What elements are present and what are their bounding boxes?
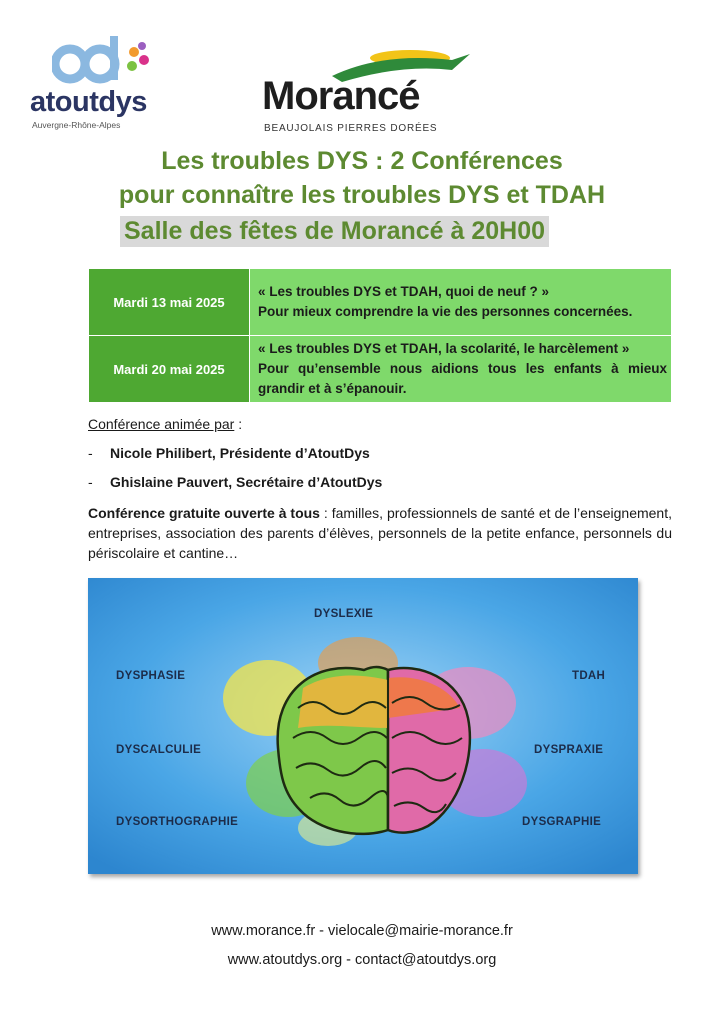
- title-line-1: Les troubles DYS : 2 Conférences: [161, 147, 563, 175]
- schedule-date: Mardi 20 mai 2025: [89, 336, 250, 403]
- label-dysorthographie: DYSORTHOGRAPHIE: [116, 816, 239, 828]
- label-tdah: TDAH: [572, 670, 606, 682]
- speakers-intro-label: Conférence animée par: [88, 416, 235, 432]
- schedule-table: [88, 268, 672, 403]
- schedule-talk-text: Pour qu’ensemble nous aidions tous les enfants à mieux grandir et à s’épanouir.: [258, 361, 667, 396]
- speaker-name: Ghislaine Pauvert, Secrétaire d’AtoutDys: [110, 474, 383, 490]
- venue-title-wrap: [120, 216, 549, 247]
- illustration-canvas: [88, 578, 638, 874]
- morance-wordmark: Morancé: [262, 74, 420, 118]
- schedule-description: [250, 336, 672, 403]
- atoutdys-mark-icon: [52, 34, 152, 84]
- atoutdys-wordmark: atoutdys: [30, 86, 147, 118]
- dys-illustration: [88, 578, 638, 874]
- schedule-row: [89, 269, 672, 336]
- schedule-description: [250, 269, 672, 336]
- brain-icon: [278, 667, 470, 834]
- schedule-talk-title: « Les troubles DYS et TDAH, quoi de neuf ? »: [258, 284, 550, 299]
- atoutdys-logo: [30, 34, 170, 129]
- schedule-talk-text: Pour mieux comprendre la vie des personnes concernées.: [258, 304, 633, 319]
- footer-atoutdys-contact[interactable]: www.atoutdys.org - contact@atoutdys.org: [227, 952, 497, 968]
- speakers-intro: [88, 414, 672, 434]
- label-dyslexie: DYSLEXIE: [314, 608, 374, 620]
- speaker-name: Nicole Philibert, Présidente d’AtoutDys: [110, 445, 370, 461]
- speakers-intro-colon: :: [234, 416, 243, 432]
- schedule-talk-title: « Les troubles DYS et TDAH, la scolarité, le harcèlement »: [258, 341, 630, 356]
- venue-title: Salle des fêtes de Morancé à 20H00: [120, 216, 549, 247]
- label-dyscalculie: DYSCALCULIE: [116, 744, 202, 756]
- speaker-item: - Ghislaine Pauvert, Secrétaire d’AtoutDys: [88, 474, 383, 490]
- title-line-2: pour connaître les troubles DYS et TDAH: [118, 181, 606, 209]
- label-dyspraxie: DYSPRAXIE: [534, 744, 604, 756]
- audience-lead: Conférence gratuite ouverte à tous: [88, 505, 320, 521]
- atoutdys-region: Auvergne-Rhône-Alpes: [32, 120, 121, 130]
- morance-tagline: BEAUJOLAIS PIERRES DORÉES: [264, 123, 438, 134]
- morance-logo: [262, 46, 472, 134]
- schedule-date: Mardi 13 mai 2025: [89, 269, 250, 336]
- speaker-item: - Nicole Philibert, Présidente d’AtoutDys: [88, 445, 370, 461]
- audience-list: : familles, professionnels de santé et de l’enseignement, entreprises, association des parents d’élèves, personnels de la petite enfance, personnels du périscolaire et cantine…: [88, 505, 672, 561]
- label-dysphasie: DYSPHASIE: [116, 670, 186, 682]
- schedule-row: [89, 336, 672, 403]
- label-dysgraphie: DYSGRAPHIE: [522, 816, 602, 828]
- audience-paragraph: [88, 503, 672, 563]
- footer-morance-contact[interactable]: www.morance.fr - vielocale@mairie-morance.fr: [211, 923, 513, 939]
